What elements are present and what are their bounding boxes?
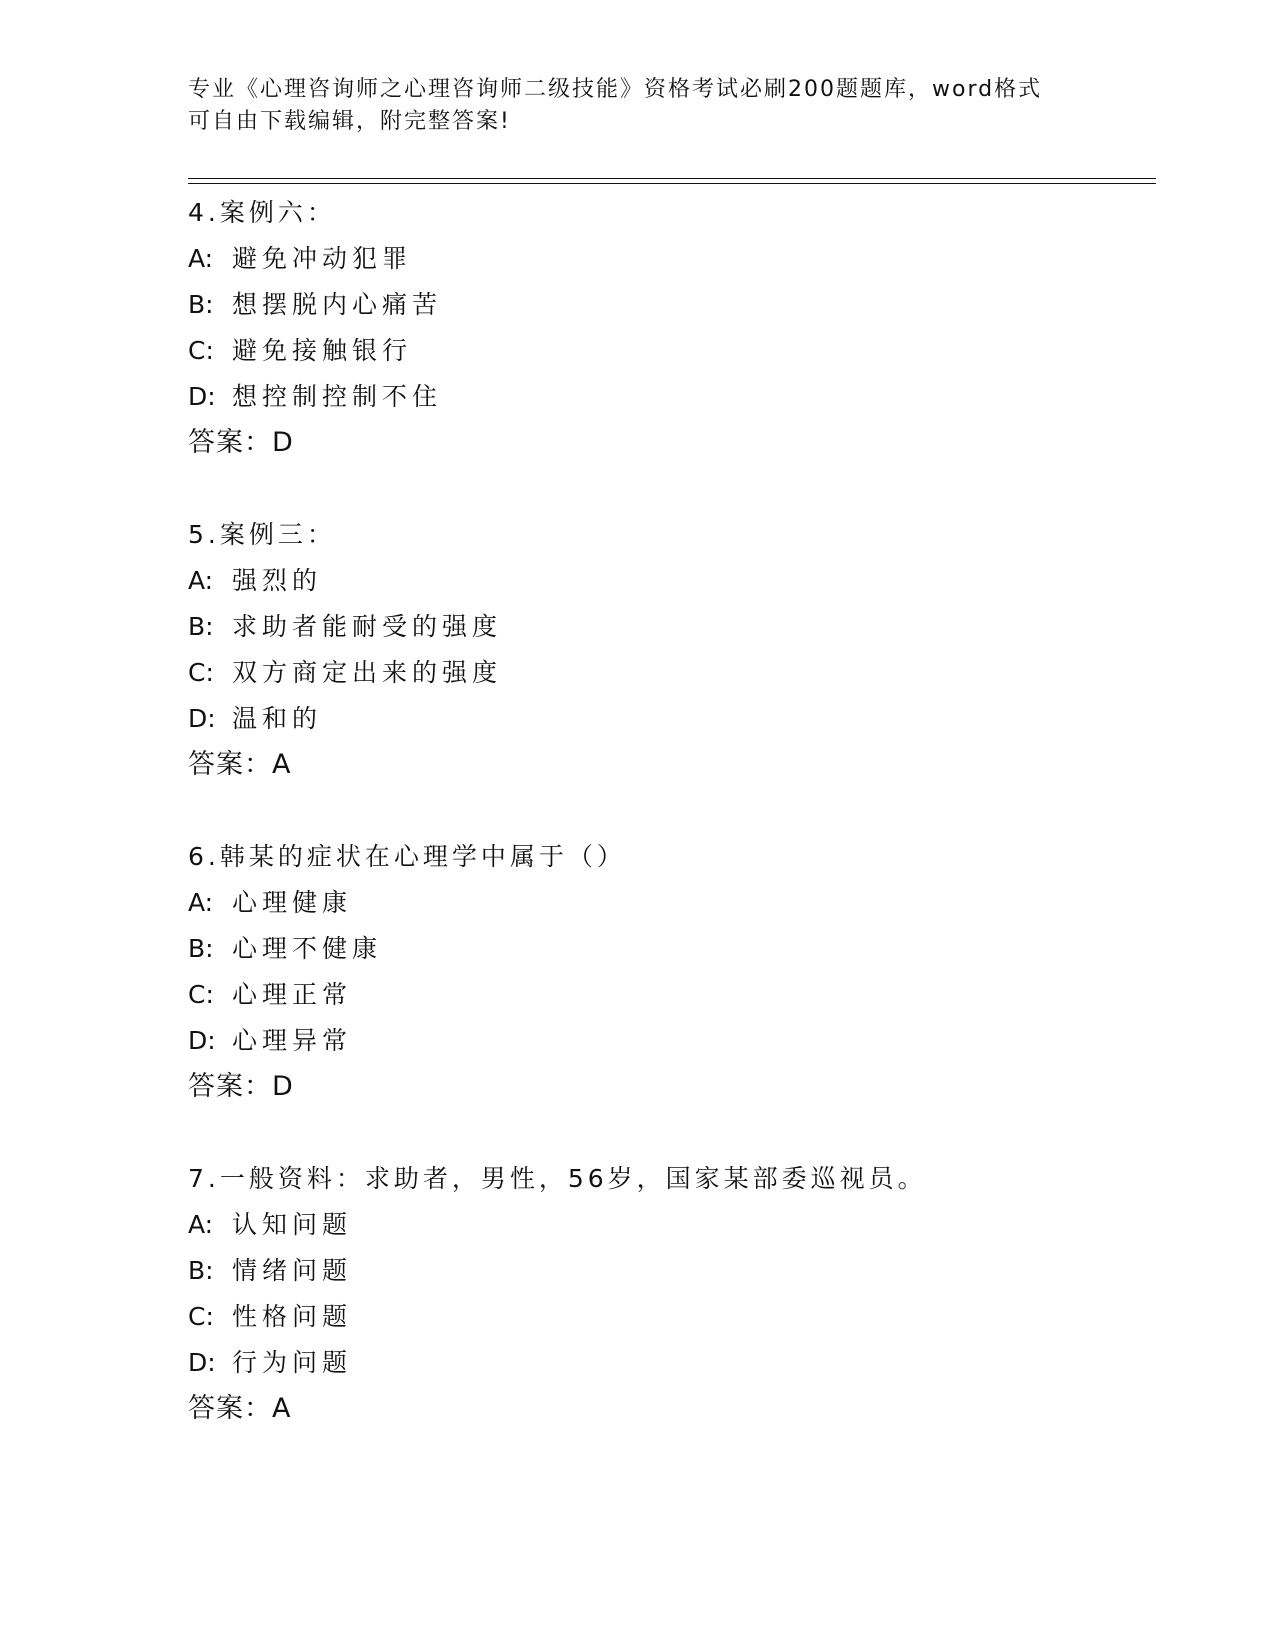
- header-divider-bottom: [188, 183, 1156, 184]
- header-line-1: 专业《心理咨询师之心理咨询师二级技能》资格考试必刷200题题库，word格式: [188, 77, 1043, 102]
- option-letter: B:: [188, 1256, 214, 1285]
- option-b: [188, 282, 1148, 328]
- question-block: [188, 512, 1148, 788]
- option-c: [188, 650, 1148, 696]
- option-d: [188, 696, 1148, 742]
- document-header: [188, 74, 1108, 138]
- answer-line: 答案：D: [188, 427, 294, 458]
- option-text: 想控制控制不住: [232, 382, 443, 411]
- option-text: 避免冲动犯罪: [232, 244, 413, 273]
- option-a: [188, 558, 1148, 604]
- option-text: 性格问题: [232, 1302, 353, 1331]
- answer-line: 答案：D: [188, 1071, 294, 1102]
- question-title: 5.案例三：: [188, 520, 336, 549]
- option-letter: A:: [188, 566, 214, 595]
- option-text: 心理正常: [232, 980, 353, 1009]
- option-letter: D:: [188, 1348, 216, 1377]
- option-text: 强烈的: [232, 566, 323, 595]
- question-title: 7.一般资料：求助者，男性，56岁，国家某部委巡视员。: [188, 1164, 927, 1193]
- question-list: [188, 190, 1148, 1478]
- option-letter: A:: [188, 244, 214, 273]
- option-text: 心理不健康: [232, 934, 383, 963]
- option-letter: C:: [188, 980, 214, 1009]
- option-letter: B:: [188, 612, 214, 641]
- option-letter: B:: [188, 290, 214, 319]
- option-d: [188, 1340, 1148, 1386]
- option-letter: D:: [188, 382, 216, 411]
- question-block: [188, 1156, 1148, 1432]
- option-text: 求助者能耐受的强度: [232, 612, 503, 641]
- answer-line: 答案：A: [188, 749, 292, 780]
- option-b: [188, 604, 1148, 650]
- option-text: 温和的: [232, 704, 323, 733]
- option-text: 心理异常: [232, 1026, 353, 1055]
- question-block: [188, 834, 1148, 1110]
- option-d: [188, 1018, 1148, 1064]
- option-letter: C:: [188, 336, 214, 365]
- option-c: [188, 1294, 1148, 1340]
- option-text: 避免接触银行: [232, 336, 413, 365]
- option-text: 想摆脱内心痛苦: [232, 290, 443, 319]
- option-b: [188, 1248, 1148, 1294]
- answer-line: 答案：A: [188, 1393, 292, 1424]
- option-a: [188, 236, 1148, 282]
- question-block: [188, 190, 1148, 466]
- question-title: 6.韩某的症状在心理学中属于（）: [188, 842, 626, 871]
- option-text: 双方商定出来的强度: [232, 658, 503, 687]
- option-c: [188, 328, 1148, 374]
- option-letter: C:: [188, 658, 214, 687]
- option-c: [188, 972, 1148, 1018]
- option-a: [188, 880, 1148, 926]
- header-line-2: 可自由下载编辑，附完整答案!: [188, 109, 511, 134]
- option-a: [188, 1202, 1148, 1248]
- option-letter: A:: [188, 1210, 214, 1239]
- option-text: 认知问题: [232, 1210, 353, 1239]
- option-letter: A:: [188, 888, 214, 917]
- option-letter: D:: [188, 704, 216, 733]
- question-title: 4.案例六：: [188, 198, 336, 227]
- option-text: 行为问题: [232, 1348, 353, 1377]
- option-d: [188, 374, 1148, 420]
- option-text: 情绪问题: [232, 1256, 353, 1285]
- option-text: 心理健康: [232, 888, 353, 917]
- option-letter: D:: [188, 1026, 216, 1055]
- option-letter: C:: [188, 1302, 214, 1331]
- header-divider-top: [188, 178, 1156, 179]
- option-letter: B:: [188, 934, 214, 963]
- option-b: [188, 926, 1148, 972]
